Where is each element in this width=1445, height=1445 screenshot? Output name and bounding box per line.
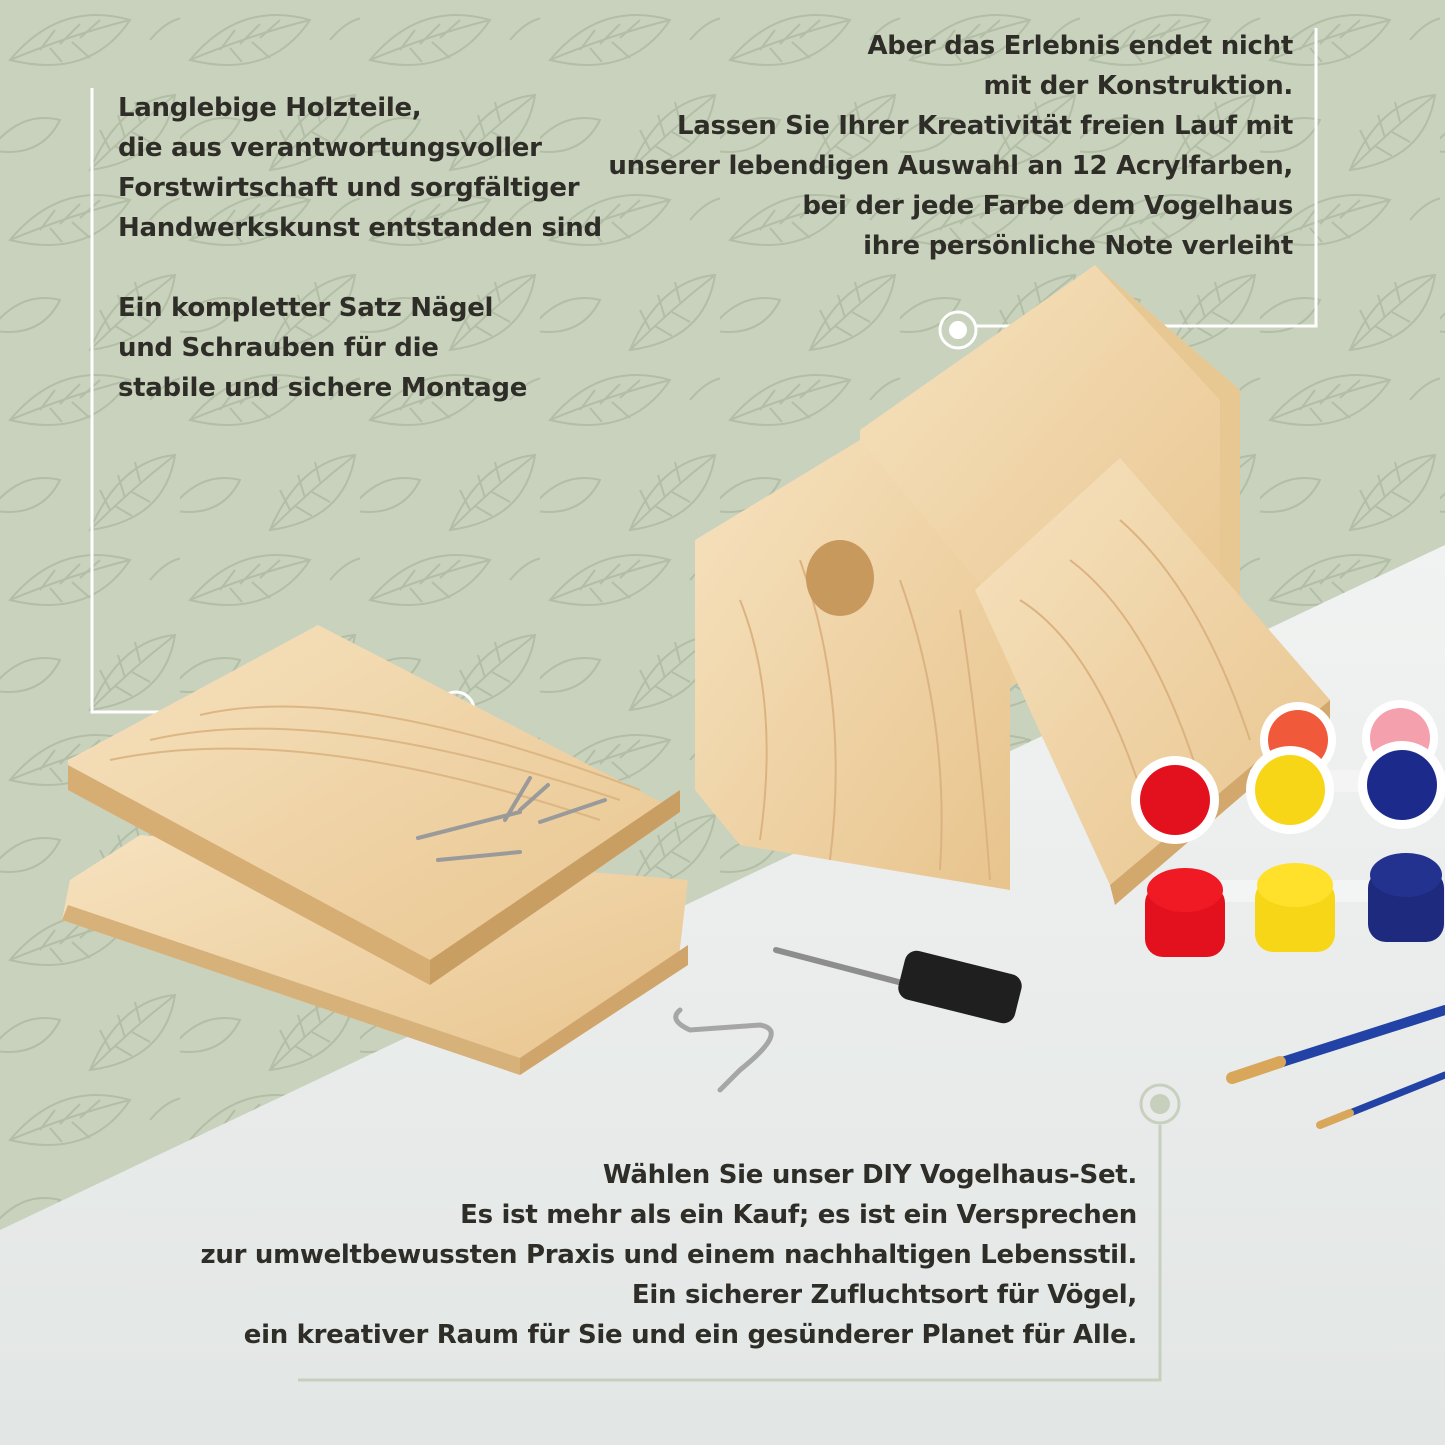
top-left-line: Handwerkskunst entstanden sind [118,213,602,243]
entrance-hole [806,540,874,616]
paint-pot-blue-1 [1358,741,1445,829]
bottom-line: ein kreativer Raum für Sie und ein gesünderer Planet für Alle. [243,1320,1137,1350]
top-right-line: unserer lebendigen Auswahl an 12 Acrylfarben, [608,151,1293,181]
paint-pot-yellow-2 [1255,863,1335,952]
copy-block-bottom [201,1155,1137,1355]
top-left-line: stabile und sichere Montage [118,373,528,403]
top-right-line: Lassen Sie Ihrer Kreativität freien Lauf mit [677,111,1293,141]
paragraph-gap [118,248,602,288]
top-right-line: Aber das Erlebnis endet nicht [867,31,1293,61]
top-left-line: Langlebige Holzteile, [118,93,422,123]
bottom-line: Wählen Sie unser DIY Vogelhaus-Set. [602,1160,1137,1190]
top-right-line: bei der jede Farbe dem Vogelhaus [802,191,1293,221]
paint-pot-red-1 [1131,756,1219,844]
top-left-line: die aus verantwortungsvoller [118,133,542,163]
top-left-line: und Schrauben für die [118,333,439,363]
bottom-line: zur umweltbewussten Praxis und einem nachhaltigen Lebensstil. [200,1240,1137,1270]
top-right-line: ihre persönliche Note verleiht [863,231,1293,261]
copy-block-top-right [608,26,1293,266]
top-left-line: Forstwirtschaft und sorgfältiger [118,173,580,203]
bottom-line: Es ist mehr als ein Kauf; es ist ein Versprechen [460,1200,1137,1230]
paint-pot-yellow-1 [1246,746,1334,834]
top-right-line: mit der Konstruktion. [983,71,1293,101]
top-left-line: Ein kompletter Satz Nägel [118,293,494,323]
bottom-line: Ein sicherer Zufluchtsort für Vögel, [631,1280,1137,1310]
paint-pot-red-2 [1145,868,1225,957]
paint-pot-blue-2 [1368,853,1444,942]
copy-block-top-left [118,88,602,408]
